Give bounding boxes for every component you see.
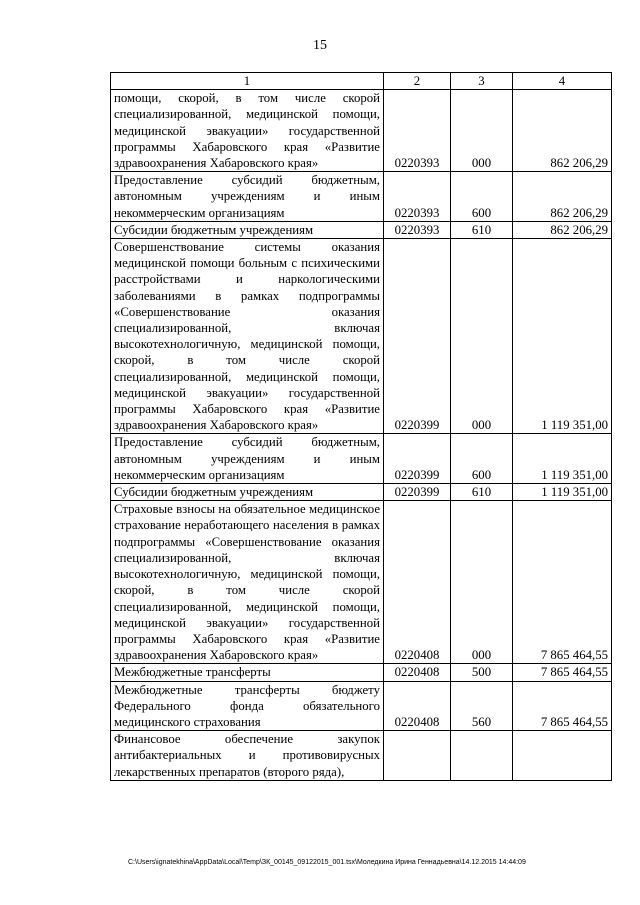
table-row	[111, 681, 612, 731]
table-row	[111, 434, 612, 484]
row-target-code: 0220408	[384, 501, 451, 664]
document-path-footer: C:\Users\ignatekhina\AppData\Local\Temp\ЗК_00145_09122015_001.tsx\Моледкина Ирина Геннадьевна\14.12.2015 14:44:09	[128, 859, 526, 866]
table-row	[111, 239, 612, 434]
row-expense-type: 560	[451, 681, 513, 731]
row-description: Финансовое обеспечение закупок антибактериальных и противовирусных лекарственных препаратов (второго ряда),	[111, 731, 384, 781]
row-expense-type	[451, 731, 513, 781]
row-target-code: 0220393	[384, 172, 451, 222]
row-expense-type: 000	[451, 501, 513, 664]
table-row	[111, 501, 612, 664]
row-description: Субсидии бюджетным учреждениям	[111, 221, 384, 238]
header-row	[111, 73, 612, 90]
header-col-3: 3	[451, 73, 513, 90]
header-col-4: 4	[513, 73, 612, 90]
row-description: Предоставление субсидий бюджетным, автономным учреждениям и иным некоммерческим организациям	[111, 172, 384, 222]
row-description: Совершенствование системы оказания медицинской помощи больным с психическими расстройствами и наркологическими заболеваниями в рамках подпрограммы «Совершенствование оказания специализированной, включая высокотехнологичную, медицинской помощи, скорой, в том числе скорой специализированной, медицинской помощи, медицинской эвакуации» государственной программы Хабаровского края «Развитие здравоохранения Хабаровского края»	[111, 239, 384, 434]
row-amount: 7 865 464,55	[513, 664, 612, 681]
row-target-code: 0220399	[384, 484, 451, 501]
row-expense-type: 600	[451, 172, 513, 222]
table-row	[111, 172, 612, 222]
row-amount: 1 119 351,00	[513, 239, 612, 434]
row-amount: 862 206,29	[513, 90, 612, 172]
header-col-1: 1	[111, 73, 384, 90]
row-target-code: 0220393	[384, 90, 451, 172]
row-description: Межбюджетные трансферты	[111, 664, 384, 681]
table-row	[111, 664, 612, 681]
row-description: помощи, скорой, в том числе скорой специализированной, медицинской помощи, медицинской эвакуации» государственной программы Хабаровского края «Развитие здравоохранения Хабаровского края»	[111, 90, 384, 172]
row-amount: 1 119 351,00	[513, 434, 612, 484]
header-col-2: 2	[384, 73, 451, 90]
row-expense-type: 000	[451, 90, 513, 172]
row-description: Страховые взносы на обязательное медицинское страхование неработающего населения в рамках подпрограммы «Совершенствование оказания специализированной, включая высокотехнологичную, медицинской помощи, скорой, в том числе скорой специализированной, медицинской помощи, медицинской эвакуации» государственной программы Хабаровского края «Развитие здравоохранения Хабаровского края»	[111, 501, 384, 664]
row-amount: 862 206,29	[513, 221, 612, 238]
row-expense-type: 500	[451, 664, 513, 681]
row-amount: 1 119 351,00	[513, 484, 612, 501]
row-expense-type: 000	[451, 239, 513, 434]
table-row	[111, 731, 612, 781]
row-amount: 7 865 464,55	[513, 681, 612, 731]
row-target-code	[384, 731, 451, 781]
row-target-code: 0220408	[384, 664, 451, 681]
row-description: Межбюджетные трансферты бюджету Федерального фонда обязательного медицинского страхования	[111, 681, 384, 731]
row-expense-type: 610	[451, 221, 513, 238]
page-number: 15	[313, 38, 327, 53]
table-row	[111, 90, 612, 172]
table-row	[111, 484, 612, 501]
row-target-code: 0220408	[384, 681, 451, 731]
table-header	[111, 73, 612, 90]
table-row	[111, 221, 612, 238]
row-description: Субсидии бюджетным учреждениям	[111, 484, 384, 501]
row-target-code: 0220393	[384, 221, 451, 238]
row-description: Предоставление субсидий бюджетным, автономным учреждениям и иным некоммерческим организациям	[111, 434, 384, 484]
row-amount	[513, 731, 612, 781]
row-expense-type: 600	[451, 434, 513, 484]
row-amount: 862 206,29	[513, 172, 612, 222]
row-target-code: 0220399	[384, 239, 451, 434]
row-target-code: 0220399	[384, 434, 451, 484]
budget-table	[110, 72, 612, 781]
row-expense-type: 610	[451, 484, 513, 501]
row-amount: 7 865 464,55	[513, 501, 612, 664]
table-body	[111, 90, 612, 781]
